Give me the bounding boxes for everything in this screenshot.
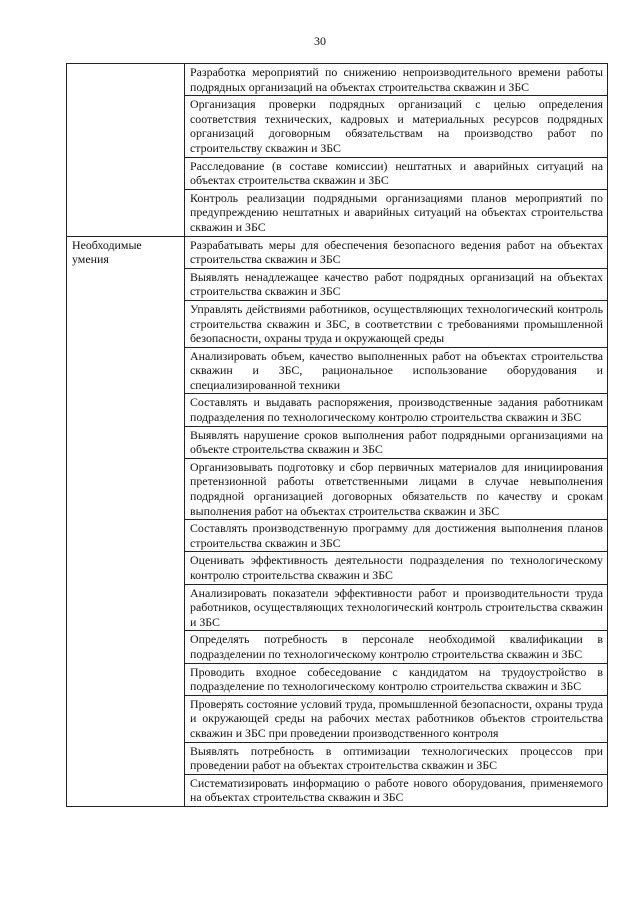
table-cell [185,96,608,157]
table-cell [185,458,608,519]
table-cell [185,631,608,663]
table-cell [185,268,608,300]
table-cell [185,347,608,394]
item-text: Анализировать показатели эффективности работ и производительности труда работников, осуществляющих технологический контроль строительства скважин и ЗБС [190,585,603,629]
table-cell [185,552,608,584]
item-text: Выявлять потребность в оптимизации технологических процессов при проведении работ на объектах строительства скважин и ЗБС [190,743,603,773]
table-row [67,64,608,96]
item-text: Составлять производственную программу для достижения выполнения планов строительства скважин и ЗБС [190,521,603,550]
item-text: Разработка мероприятий по снижению непроизводительного времени работы подрядных организаций на объектах строительства скважин и ЗБС [190,65,603,94]
item-text: Управлять действиями работников, осуществляющих технологический контроль строительства скважин и ЗБС, в соответствии с требованиями промышленной безопасности, охраны труда и окружающей среды [190,301,603,346]
table-cell [185,695,608,742]
section-label-cell [67,236,185,806]
item-text: Оценивать эффективность деятельности подразделения по технологическому контролю строительства скважин и ЗБС [190,553,603,582]
item-text: Контроль реализации подрядными организациями планов мероприятий по предупреждению нештатных и аварийных ситуаций на объектах строительства скважин и ЗБС [190,190,603,234]
item-text: Определять потребность в персонале необходимой квалификации в подразделении по технологическому контролю строительства скважин и ЗБС [190,632,603,661]
page-number: 30 [314,34,326,48]
table-cell [185,520,608,552]
item-text: Анализировать объем, качество выполненных работ на объектах строительства скважин и ЗБС, рациональное использование оборудования и специализированной техники [190,348,603,392]
table-cell [185,663,608,695]
table-cell [185,584,608,631]
item-text: Организация проверки подрядных организаций с целью определения соответствия технических, кадровых и материальных ресурсов подрядных организаций договорным обязательствам на производство работ по строительству скважин и ЗБС [190,97,603,155]
table-cell [185,742,608,774]
table-row [67,236,608,268]
item-text: Разрабатывать меры для обеспечения безопасного ведения работ на объектах строительства скважин и ЗБС [190,237,603,267]
table-cell [185,189,608,236]
item-text: Проводить входное собеседование с кандидатом на трудоустройство в подразделение по технологическому контролю строительства скважин и ЗБС [190,664,603,694]
item-text: Систематизировать информацию о работе нового оборудования, применяемого на объектах строительства скважин и ЗБС [190,775,603,805]
table-cell [185,300,608,347]
table-cell [185,774,608,806]
item-text: Составлять и выдавать распоряжения, производственные задания работникам подразделения по технологическому контролю строительства скважин и ЗБС [190,395,603,425]
table-cell [185,394,608,426]
table-cell [185,64,608,96]
item-text: Выявлять ненадлежащее качество работ подрядных организаций на объектах строительства скважин и ЗБС [190,269,603,299]
item-text: Расследование (в составе комиссии) нештатных и аварийных ситуаций на объектах строительства скважин и ЗБС [190,158,603,188]
table-cell [185,426,608,458]
section-label-cell [67,64,185,237]
item-text: Выявлять нарушение сроков выполнения работ подрядными организациями на объекте строительства скважин и ЗБС [190,427,603,457]
section-label: Необходимые умения [72,237,142,267]
competency-table [66,63,608,807]
table-cell [185,236,608,268]
table-cell [185,157,608,189]
item-text: Организовывать подготовку и сбор первичных материалов для инициирования претензионной работы ответственными лицами в случае невыполнения подрядной организацией договорных обязательств по качеству и срокам выполнения работ на объектах строительства скважин и ЗБС [190,459,603,518]
item-text: Проверять состояние условий труда, промышленной безопасности, охраны труда и окружающей среды на рабочих местах работников объектов строительства скважин и ЗБС при проведении производственного контроля [190,696,603,740]
